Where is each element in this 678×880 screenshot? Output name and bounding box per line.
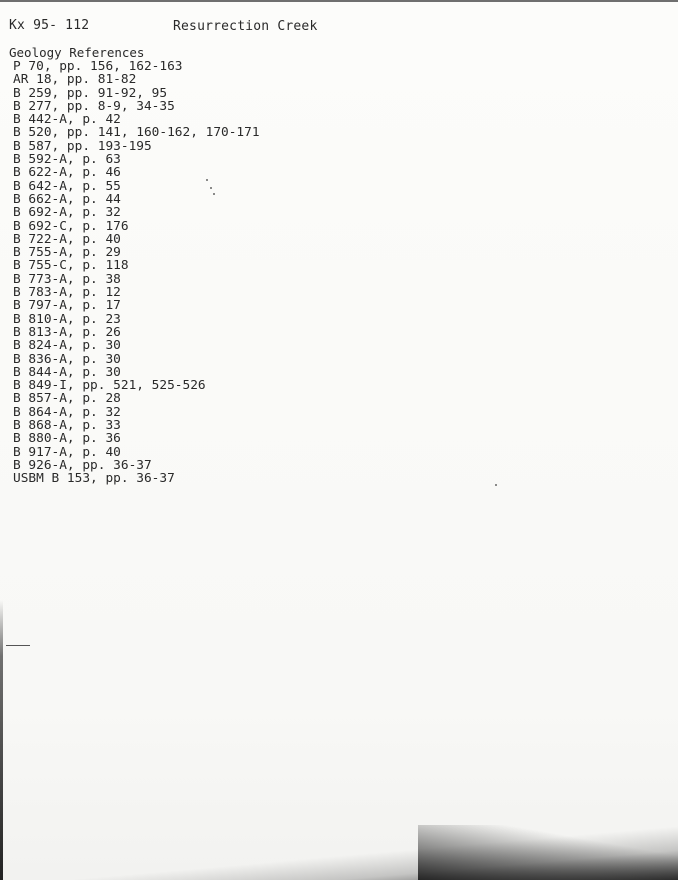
document-id: Kx 95- 112 <box>9 18 90 33</box>
section-heading: Geology References <box>9 45 145 60</box>
reference-item: B 692-C, p. 176 <box>13 218 129 234</box>
reference-item: B 277, pp. 8-9, 34-35 <box>13 98 175 114</box>
reference-item: B 810-A, p. 23 <box>13 311 121 327</box>
reference-item: B 868-A, p. 33 <box>13 418 121 434</box>
bottom-right-scan-shade <box>418 825 678 880</box>
reference-item: P 70, pp. 156, 162-163 <box>13 59 183 74</box>
reference-item: USBM B 153, pp. 36-37 <box>13 471 175 487</box>
reference-item: B 824-A, p. 30 <box>13 338 121 354</box>
reference-item: B 592-A, p. 63 <box>13 152 121 168</box>
scan-speck <box>495 484 497 486</box>
reference-item: B 864-A, p. 32 <box>13 404 121 420</box>
reference-item: B 813-A, p. 26 <box>13 324 121 340</box>
reference-item: B 692-A, p. 32 <box>13 205 121 221</box>
reference-item: B 755-C, p. 118 <box>13 258 129 274</box>
reference-item: B 622-A, p. 46 <box>13 165 121 181</box>
document-title: Resurrection Creek <box>173 19 318 34</box>
reference-item: B 880-A, p. 36 <box>13 431 121 447</box>
reference-list <box>13 60 260 486</box>
margin-dash-mark <box>6 645 30 646</box>
reference-item: B 857-A, p. 28 <box>13 391 121 407</box>
reference-item: B 836-A, p. 30 <box>13 351 121 367</box>
reference-item: B 844-A, p. 30 <box>13 364 121 380</box>
reference-item: B 783-A, p. 12 <box>13 285 121 301</box>
reference-item: B 259, pp. 91-92, 95 <box>13 85 168 101</box>
reference-item: B 849-I, pp. 521, 525-526 <box>13 378 206 394</box>
reference-item: B 917-A, p. 40 <box>13 444 121 460</box>
reference-item: B 587, pp. 193-195 <box>13 138 152 154</box>
reference-item: B 755-A, p. 29 <box>13 245 121 261</box>
reference-item: B 722-A, p. 40 <box>13 231 121 247</box>
reference-item: B 662-A, p. 44 <box>13 191 121 207</box>
reference-item: B 773-A, p. 38 <box>13 271 121 287</box>
reference-item: AR 18, pp. 81-82 <box>13 72 137 88</box>
reference-item: B 926-A, pp. 36-37 <box>13 457 152 473</box>
reference-item: B 642-A, p. 55 <box>13 178 121 194</box>
reference-item: B 797-A, p. 17 <box>13 298 121 314</box>
top-edge-rule <box>0 0 678 2</box>
reference-item: B 442-A, p. 42 <box>13 112 121 128</box>
reference-item: B 520, pp. 141, 160-162, 170-171 <box>13 125 260 141</box>
